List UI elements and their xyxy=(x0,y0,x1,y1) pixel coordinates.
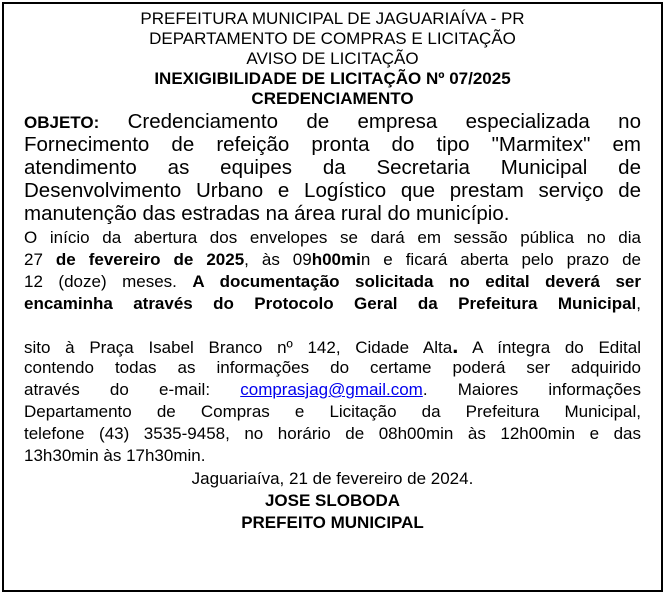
footer-date: Jaguariaíva, 21 de fevereiro de 2024. xyxy=(191,469,474,488)
email-link[interactable]: comprasjag@gmail.com xyxy=(240,380,423,399)
objeto-line-4: Desenvolvimento Urbano e Logístico que prestam serviço de xyxy=(24,179,641,202)
aviso-line-1: O início da abertura dos envelopes se dará em sessão pública no dia xyxy=(24,228,641,247)
endereco-line-5: telefone (43) 3535-9458, no horário de 08h00min às 12h00min e das xyxy=(24,424,641,443)
header-line-aviso: AVISO DE LICITAÇÃO xyxy=(246,49,419,68)
endereco-line-6: 13h30min às 17h30min. xyxy=(24,446,206,465)
header-line-departamento: DEPARTAMENTO DE COMPRAS E LICITAÇÃO xyxy=(149,29,516,48)
endereco-line-3: através do e-mail: comprasjag@gmail.com. Maiores informações xyxy=(24,380,641,399)
footer-name: JOSE SLOBODA xyxy=(264,491,401,510)
objeto-text-1: Credenciamento de empresa especializada no xyxy=(127,110,641,133)
header-line-credenciamento: CREDENCIAMENTO xyxy=(251,89,414,108)
objeto-line-2: Fornecimento de refeição pronta do tipo "Marmitex" em xyxy=(24,133,641,156)
endereco-line-2: contendo todas as informações do certame poderá ser adquirido xyxy=(24,358,641,377)
footer-title: PREFEITO MUNICIPAL xyxy=(241,513,424,532)
header-line-inexigibilidade: INEXIGIBILIDADE DE LICITAÇÃO Nº 07/2025 xyxy=(154,69,511,88)
objeto-line-1 xyxy=(24,110,641,134)
aviso-line-3: 12 (doze) meses. A documentação solicitada no edital deverá ser xyxy=(24,272,641,291)
aviso-line-2: 27 de fevereiro de 2025, às 09h00min e ficará aberta pelo prazo de xyxy=(24,250,641,269)
endereco-line-1: sito à Praça Isabel Branco nº 142, Cidade Alta. A íntegra do Edital xyxy=(24,333,641,358)
endereco-line-4: Departamento de Compras e Licitação da Prefeitura Municipal, xyxy=(24,402,641,421)
objeto-label: OBJETO: xyxy=(24,113,100,132)
aviso-line-4: encaminha através do Protocolo Geral da Prefeitura Municipal, xyxy=(24,294,641,313)
objeto-line-3: atendimento as equipes da Secretaria Municipal de xyxy=(24,156,641,179)
objeto-line-5: manutenção das estradas na área rural do município. xyxy=(24,202,510,225)
header-line-prefeitura: PREFEITURA MUNICIPAL DE JAGUARIAÍVA - PR xyxy=(140,9,525,28)
